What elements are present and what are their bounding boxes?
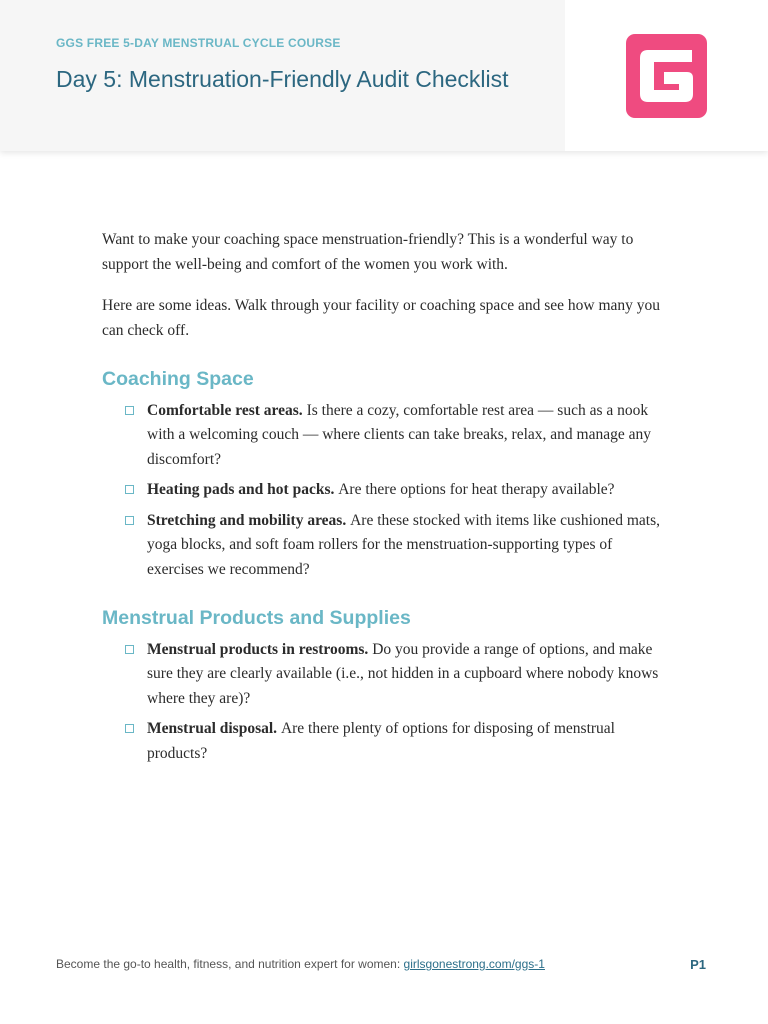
- checkbox[interactable]: [125, 406, 134, 415]
- item-title: Menstrual products in restrooms.: [147, 640, 373, 658]
- item-title: Comfortable rest areas.: [147, 401, 307, 419]
- checklist-item: [102, 509, 670, 583]
- section-title-coaching-space: Coaching Space: [102, 368, 254, 390]
- checkbox[interactable]: [125, 645, 134, 654]
- checkbox[interactable]: [125, 724, 134, 733]
- page-title: Day 5: Menstruation-Friendly Audit Checklist: [56, 66, 509, 92]
- checklist-coaching-space: [102, 399, 670, 583]
- main-content: [102, 228, 670, 772]
- checklist-item: [102, 399, 670, 473]
- header: [0, 0, 768, 151]
- checklist-item: [102, 638, 670, 712]
- checklist-item: [102, 717, 670, 766]
- checkbox[interactable]: [125, 485, 134, 494]
- checklist-item: [102, 478, 670, 503]
- item-title: Stretching and mobility areas.: [147, 511, 351, 529]
- footer-text: Become the go-to health, fitness, and nutrition expert for women:: [56, 957, 401, 971]
- item-text: Are there options for heat therapy available?: [338, 481, 615, 498]
- item-text: Is there a cozy, comfortable rest area — such as a nook with a welcoming couch — where clients can take breaks, relax, and manage any discomfort?: [147, 401, 651, 468]
- checkbox[interactable]: [125, 516, 134, 525]
- course-kicker: GGS FREE 5-DAY MENSTRUAL CYCLE COURSE: [56, 36, 341, 50]
- item-title: Menstrual disposal.: [147, 720, 281, 737]
- ggs-logo-icon: [626, 34, 707, 118]
- section-title-menstrual-products: Menstrual Products and Supplies: [102, 607, 411, 629]
- page-number: P1: [690, 957, 706, 972]
- item-text: Are these stocked with items like cushioned mats, yoga blocks, and soft foam rollers for the menstruation-supporting types of exercises we recommend?: [147, 511, 661, 578]
- item-title: Heating pads and hot packs.: [147, 481, 339, 498]
- checklist-menstrual-products: [102, 638, 670, 767]
- item-text: Are there plenty of options for disposing of menstrual products?: [147, 720, 615, 762]
- intro-paragraph-1: Want to make your coaching space menstruation-friendly? This is a wonderful way to support the well-being and comfort of the women you work with.: [102, 231, 634, 273]
- intro-paragraph-2: Here are some ideas. Walk through your facility or coaching space and see how many you can check off.: [102, 297, 660, 339]
- footer-link[interactable]: girlsgonestrong.com/ggs-1: [403, 957, 545, 971]
- item-text: Do you provide a range of options, and make sure they are clearly available (i.e., not hidden in a cupboard where nobody knows where they are)?: [147, 640, 659, 707]
- footer: [56, 957, 706, 971]
